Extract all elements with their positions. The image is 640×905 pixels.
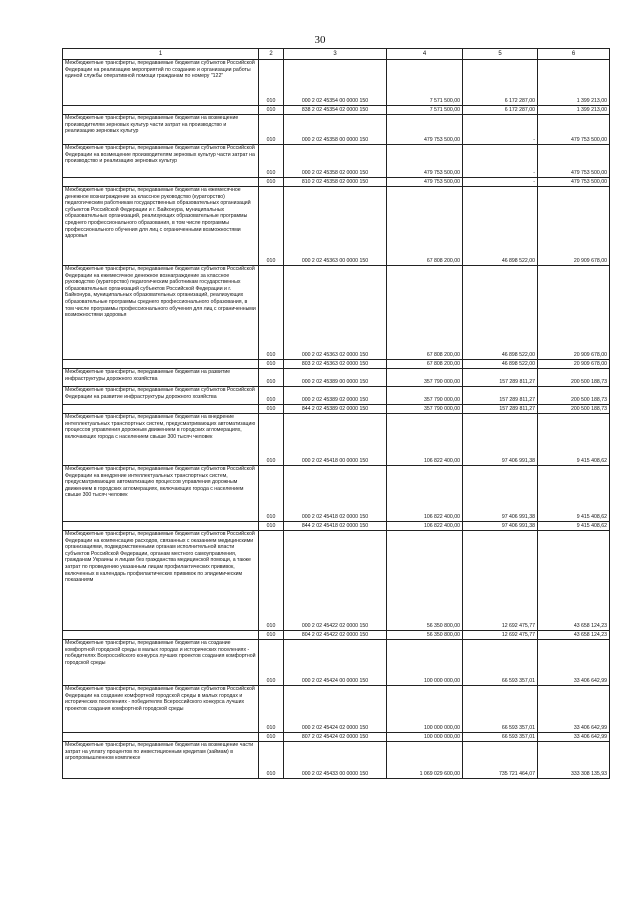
row-remaining-amount: 200 500 188,73 <box>538 387 610 405</box>
column-header: 1 <box>63 49 259 60</box>
row-description: Межбюджетные трансферты, передаваемые бюджетам субъектов Российской Федерации на компенсацию расходов, связанных с оказанием медицинскими организациями, подведомственными органам исполнительной власти субъектов Российской Федерации, органам местного самоуправления, гражданам Украины и лицам без гражданства медицинской помощи, а также затрат по проведению указанным лицам профилактических прививок, включенных в календарь профилактических прививок по эпидемическим показаниям <box>63 531 259 631</box>
row-remaining-amount: 479 753 500,00 <box>538 115 610 145</box>
row-executed-amount: 46 898 522,00 <box>463 187 538 266</box>
row-remaining-amount: 479 753 500,00 <box>538 145 610 178</box>
table-row <box>63 106 610 115</box>
table-row <box>63 405 610 414</box>
row-admin-code: 010 <box>259 631 284 640</box>
row-description: Межбюджетные трансферты, передаваемые бюджетам субъектов Российской Федерации на развитие инфраструктуры дорожного хозяйства <box>63 387 259 405</box>
row-admin-code: 010 <box>259 266 284 360</box>
row-budget-code: 000 2 02 45424 00 0000 150 <box>284 640 387 686</box>
row-admin-code: 010 <box>259 733 284 742</box>
table-row <box>63 187 610 266</box>
column-header: 3 <box>284 49 387 60</box>
row-remaining-amount: 33 406 642,99 <box>538 686 610 733</box>
row-budget-code: 804 2 02 45422 02 0000 150 <box>284 631 387 640</box>
table-row <box>63 178 610 187</box>
row-admin-code: 010 <box>259 686 284 733</box>
row-executed-amount: - <box>463 145 538 178</box>
table-row <box>63 414 610 466</box>
row-remaining-amount: 20 909 678,00 <box>538 360 610 369</box>
row-description <box>63 405 259 414</box>
row-budget-code: 000 2 02 45422 02 0000 150 <box>284 531 387 631</box>
row-remaining-amount: 43 658 124,23 <box>538 531 610 631</box>
row-executed-amount: 97 406 991,38 <box>463 522 538 531</box>
row-budget-code: 000 2 02 45354 00 0000 150 <box>284 60 387 106</box>
row-executed-amount: - <box>463 178 538 187</box>
row-admin-code: 010 <box>259 106 284 115</box>
row-executed-amount: - <box>463 115 538 145</box>
row-remaining-amount: 9 415 408,62 <box>538 522 610 531</box>
row-description: Межбюджетные трансферты, передаваемые бюджетам на ежемесячное денежное вознаграждение за классное руководство (кураторство) педагогическим работникам государственных образовательных организаций субъектов Российской Федерации и г. Байконура, муниципальных образовательных организаций, реализующих образовательные программы среднего профессионального образования, в том числе программы профессионального обучения для лиц с ограниченными возможностями здоровья <box>63 187 259 266</box>
row-admin-code: 010 <box>259 187 284 266</box>
row-description: Межбюджетные трансферты, передаваемые бюджетам субъектов Российской Федерации на реализацию мероприятий по созданию и организации работы единой службы оперативной помощи гражданам по номеру "122" <box>63 60 259 106</box>
row-admin-code: 010 <box>259 742 284 779</box>
row-description: Межбюджетные трансферты, передаваемые бюджетам на возмещение производителям зерновых культур части затрат на производство и реализацию зерновых культур <box>63 115 259 145</box>
row-admin-code: 010 <box>259 405 284 414</box>
row-remaining-amount: 33 406 642,99 <box>538 640 610 686</box>
row-planned-amount: 67 808 200,00 <box>387 360 463 369</box>
row-admin-code: 010 <box>259 387 284 405</box>
column-header: 4 <box>387 49 463 60</box>
row-budget-code: 000 2 02 45389 02 0000 150 <box>284 387 387 405</box>
row-admin-code: 010 <box>259 522 284 531</box>
row-remaining-amount: 9 415 408,62 <box>538 466 610 522</box>
row-description: Межбюджетные трансферты, передаваемые бюджетам на развитие инфраструктуры дорожного хозяйства <box>63 369 259 387</box>
row-planned-amount: 100 000 000,00 <box>387 733 463 742</box>
row-planned-amount: 106 822 400,00 <box>387 522 463 531</box>
row-executed-amount: 6 172 287,00 <box>463 60 538 106</box>
row-executed-amount: 735 721 464,07 <box>463 742 538 779</box>
row-planned-amount: 357 790 000,00 <box>387 405 463 414</box>
row-executed-amount: 66 593 357,01 <box>463 733 538 742</box>
table-row <box>63 522 610 531</box>
row-planned-amount: 100 000 000,00 <box>387 686 463 733</box>
row-description: Межбюджетные трансферты, передаваемые бюджетам на возмещение части затрат на уплату процентов по инвестиционным кредитам (займам) в агропромышленном комплексе <box>63 742 259 779</box>
row-budget-code: 810 2 02 45358 02 0000 150 <box>284 178 387 187</box>
row-description: Межбюджетные трансферты, передаваемые бюджетам субъектов Российской Федерации на создание комфортной городской среды в малых городах и исторических поселениях - победителях Всероссийского конкурса лучших проектов создания комфортной городской среды <box>63 686 259 733</box>
row-executed-amount: 157 289 811,27 <box>463 369 538 387</box>
row-planned-amount: 357 790 000,00 <box>387 369 463 387</box>
row-budget-code: 000 2 02 45363 02 0000 150 <box>284 266 387 360</box>
row-description: Межбюджетные трансферты, передаваемые бюджетам на внедрение интеллектуальных транспортных систем, предусматривающих автоматизацию процессов управления дорожным движением в городских агломерациях, включающих города с населением свыше 300 тысяч человек <box>63 414 259 466</box>
row-admin-code: 010 <box>259 640 284 686</box>
row-remaining-amount: 1 399 213,00 <box>538 106 610 115</box>
table-row <box>63 360 610 369</box>
row-executed-amount: 157 289 811,27 <box>463 387 538 405</box>
row-budget-code: 844 2 02 45389 02 0000 150 <box>284 405 387 414</box>
row-executed-amount: 66 593 357,01 <box>463 686 538 733</box>
row-executed-amount: 6 172 287,00 <box>463 106 538 115</box>
table-row <box>63 466 610 522</box>
row-admin-code: 010 <box>259 466 284 522</box>
row-description: Межбюджетные трансферты, передаваемые бюджетам субъектов Российской Федерации на ежемесячное денежное вознаграждение за классное руководство (кураторство) педагогическим работникам государственных образовательных организаций субъектов Российской Федерации и г. Байконура, муниципальных образовательных организаций, реализующих образовательные программы среднего профессионального образования, в том числе программы профессионального обучения для лиц с ограниченными возможностями здоровья <box>63 266 259 360</box>
table-row <box>63 640 610 686</box>
row-description <box>63 360 259 369</box>
row-executed-amount: 157 289 811,27 <box>463 405 538 414</box>
row-description: Межбюджетные трансферты, передаваемые бюджетам субъектов Российской Федерации на возмещение производителям зерновых культур части затрат на производство и реализацию зерновых культур <box>63 145 259 178</box>
table-row <box>63 733 610 742</box>
row-description <box>63 733 259 742</box>
row-planned-amount: 357 790 000,00 <box>387 387 463 405</box>
row-description <box>63 178 259 187</box>
row-admin-code: 010 <box>259 115 284 145</box>
table-row <box>63 145 610 178</box>
row-budget-code: 844 2 02 45418 02 0000 150 <box>284 522 387 531</box>
row-remaining-amount: 200 500 188,73 <box>538 405 610 414</box>
row-budget-code: 000 2 02 45358 00 0000 150 <box>284 115 387 145</box>
row-planned-amount: 106 822 400,00 <box>387 466 463 522</box>
row-remaining-amount: 1 399 213,00 <box>538 60 610 106</box>
table-row <box>63 531 610 631</box>
row-admin-code: 010 <box>259 531 284 631</box>
row-description: Межбюджетные трансферты, передаваемые бюджетам субъектов Российской Федерации на внедрение интеллектуальных транспортных систем, предусматривающих автоматизацию процессов управления дорожным движением в городских агломерациях, включающих города с населением свыше 300 тысяч человек <box>63 466 259 522</box>
row-description <box>63 522 259 531</box>
row-executed-amount: 97 406 991,38 <box>463 414 538 466</box>
table-row <box>63 686 610 733</box>
row-planned-amount: 479 753 500,00 <box>387 115 463 145</box>
row-description <box>63 631 259 640</box>
row-admin-code: 010 <box>259 369 284 387</box>
row-executed-amount: 12 692 475,77 <box>463 531 538 631</box>
row-remaining-amount: 20 909 678,00 <box>538 266 610 360</box>
row-planned-amount: 479 753 500,00 <box>387 145 463 178</box>
table-row <box>63 742 610 779</box>
row-admin-code: 010 <box>259 60 284 106</box>
row-budget-code: 838 2 02 45354 02 0000 150 <box>284 106 387 115</box>
row-planned-amount: 56 350 800,00 <box>387 531 463 631</box>
row-admin-code: 010 <box>259 145 284 178</box>
column-header: 6 <box>538 49 610 60</box>
table-row <box>63 631 610 640</box>
row-description: Межбюджетные трансферты, передаваемые бюджетам на создание комфортной городской среды в малых городах и исторических поселениях - победителях Всероссийского конкурса лучших проектов создания комфортной городской среды <box>63 640 259 686</box>
row-budget-code: 000 2 02 45418 00 0000 150 <box>284 414 387 466</box>
row-remaining-amount: 43 658 124,23 <box>538 631 610 640</box>
row-remaining-amount: 200 500 188,73 <box>538 369 610 387</box>
table-row <box>63 115 610 145</box>
row-executed-amount: 97 406 991,38 <box>463 466 538 522</box>
row-budget-code: 000 2 02 45358 02 0000 150 <box>284 145 387 178</box>
row-budget-code: 000 2 02 45433 00 0000 150 <box>284 742 387 779</box>
budget-table <box>62 48 610 779</box>
row-admin-code: 010 <box>259 360 284 369</box>
row-planned-amount: 7 571 500,00 <box>387 60 463 106</box>
row-executed-amount: 46 898 522,00 <box>463 266 538 360</box>
row-executed-amount: 12 692 475,77 <box>463 631 538 640</box>
row-budget-code: 000 2 02 45424 02 0000 150 <box>284 686 387 733</box>
row-remaining-amount: 333 308 135,93 <box>538 742 610 779</box>
row-planned-amount: 67 808 200,00 <box>387 266 463 360</box>
row-planned-amount: 479 753 500,00 <box>387 178 463 187</box>
row-executed-amount: 66 593 357,01 <box>463 640 538 686</box>
row-planned-amount: 1 069 029 600,00 <box>387 742 463 779</box>
row-budget-code: 000 2 02 45363 00 0000 150 <box>284 187 387 266</box>
row-admin-code: 010 <box>259 178 284 187</box>
row-executed-amount: 46 898 522,00 <box>463 360 538 369</box>
row-description <box>63 106 259 115</box>
row-planned-amount: 67 808 200,00 <box>387 187 463 266</box>
row-remaining-amount: 33 406 642,99 <box>538 733 610 742</box>
row-remaining-amount: 479 753 500,00 <box>538 178 610 187</box>
row-remaining-amount: 9 415 408,62 <box>538 414 610 466</box>
table-row <box>63 387 610 405</box>
table-row <box>63 60 610 106</box>
column-header: 2 <box>259 49 284 60</box>
table-row <box>63 266 610 360</box>
row-planned-amount: 100 000 000,00 <box>387 640 463 686</box>
row-admin-code: 010 <box>259 414 284 466</box>
row-planned-amount: 56 350 800,00 <box>387 631 463 640</box>
table-header-row <box>63 49 610 60</box>
column-header: 5 <box>463 49 538 60</box>
row-budget-code: 807 2 02 45424 02 0000 150 <box>284 733 387 742</box>
row-remaining-amount: 20 909 678,00 <box>538 187 610 266</box>
page-number: 30 <box>314 34 326 46</box>
row-planned-amount: 106 822 400,00 <box>387 414 463 466</box>
row-budget-code: 000 2 02 45418 02 0000 150 <box>284 466 387 522</box>
row-budget-code: 803 2 02 45363 02 0000 150 <box>284 360 387 369</box>
table-row <box>63 369 610 387</box>
row-planned-amount: 7 571 500,00 <box>387 106 463 115</box>
row-budget-code: 000 2 02 45389 00 0000 150 <box>284 369 387 387</box>
